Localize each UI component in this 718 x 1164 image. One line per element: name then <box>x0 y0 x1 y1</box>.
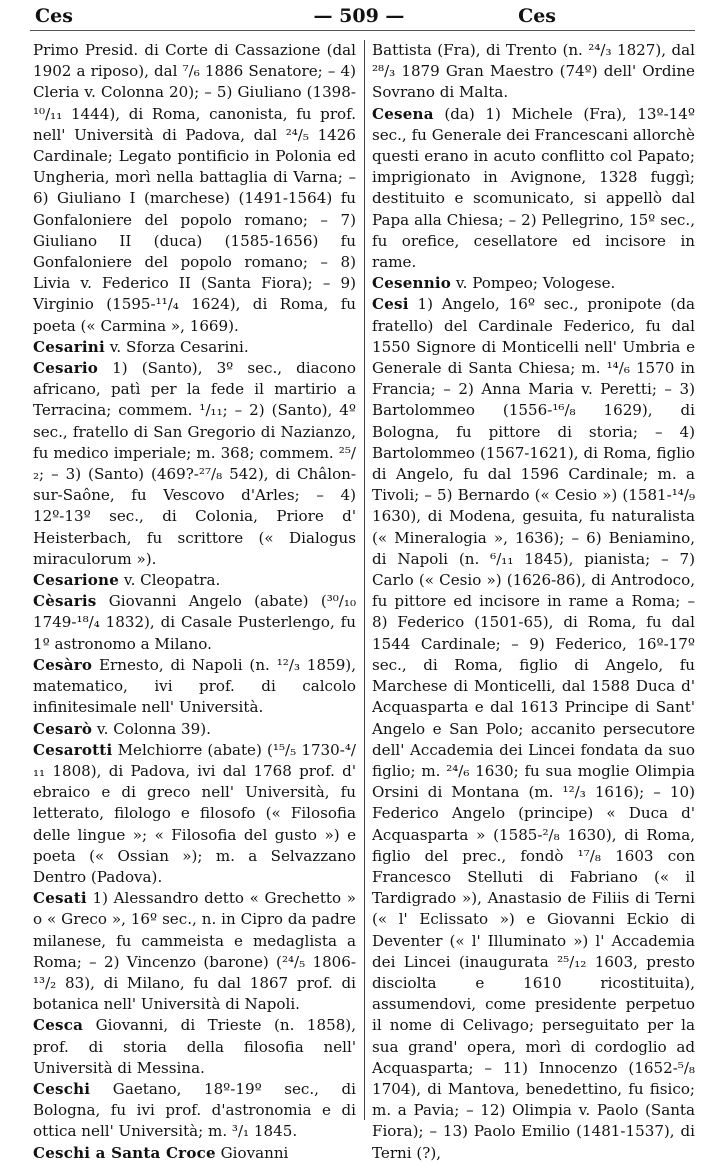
right-column <box>372 40 695 1164</box>
entry: Cesarione v. Cleopatra. <box>33 571 221 590</box>
entry-headword: Cesennio <box>372 274 452 293</box>
header-right-keyword: Ces <box>518 5 556 27</box>
entry-headword: Cesi <box>372 295 409 314</box>
entry: Battista (Fra), di Trento (n. ²⁴/₃ 1827), dal ²⁸/₃ 1879 Gran Maestro (74º) dell' Ordine Sovrano di Malta. <box>372 41 695 102</box>
entry-headword: Cesca <box>33 1016 84 1035</box>
entry: Cesi 1) Angelo, 16º sec., pronipote (da fratello) del Cardinale Federico, fu dal 1550 Signore di Monticelli nell' Umbria e Generale di Santa Chiesa; m. ¹⁴/₆ 1570 in Francia; – 2) Anna Maria v. Peretti; – 3) Bartolommeo (1556-¹⁶/₈ 1629), di Bologna, fu pittore di storia; – 4) Bartolommeo (1567-1621), di Roma, figlio di Angelo, fu dal 1596 Cardinale; m. a Tivoli; – 5) Bernardo (« Cesio ») (1581-¹⁴/₉ 1630), di Modena, gesuita, fu naturalista (« Mineralogia », 1636); – 6) Beniamino, di Napoli (n. ⁶/₁₁ 1845), pianista; – 7) Carlo (« Cesio ») (1626-86), di Antrodoco, fu pittore ed incisore in rame a Roma; – 8) Federico (1501-65), di Roma, fu dal 1544 Cardinale; – 9) Federico, 16º-17º sec., di Roma, figlio di Angelo, fu Marchese di Monticelli, dal 1588 Duca d' Acquasparta e dal 1613 Principe di Sant' Angelo e San Polo; accanito persecutore dell' Accademia dei Lincei fondata da suo figlio; m. ²⁴/₆ 1630; fu sua moglie Olimpia Orsini di Montana (m. ¹²/₃ 1616); – 10) Federico Angelo (principe) « Duca d' Acquasparta » (1585-²/₈ 1630), di Roma, figlio del prec., fondò ¹⁷/₈ 1603 con Francesco Stelluti di Fabriano (« il Tardigrado »), Anastasio de Filiis di Terni (« l' Eclissato ») e Giovanni Eckio di Deventer (« l' Illuminato ») l' Accademia dei Lincei (inaugurata ²⁵/₁₂ 1603, presto disciolta e 1610 ricostituita), assumendovi, come presidente perpetuo il nome di Celivago; perseguitato per la sua grand' opera, morì di cordoglio ad Acquasparta; – 11) Innocenzo (1652-⁵/₈ 1704), di Mantova, benedettino, fu fisico; m. a Pavia; – 12) Olimpia v. Paolo (Santa Fiora); – 13) Paolo Emilio (1481-1537), di Terni (?), <box>372 295 695 1162</box>
entry-headword: Cesario <box>33 359 99 378</box>
entry: Cesena (da) 1) Michele (Fra), 13º-14º sec., fu Generale dei Francescani allorchè questi erano in acuto conflitto col Papato; imprigionato in Avignone, 1328 fuggì; destituito e scomunicato, si appellò dal Papa alla Chiesa; – 2) Pellegrino, 15º sec., fu orefice, cesellatore ed incisore in rame. <box>372 104 695 272</box>
entry-headword: Cesarini <box>33 337 105 356</box>
header-rule <box>30 30 695 31</box>
entry: Cesati 1) Alessandro detto « Grechetto » o « Greco », 16º sec., n. in Cipro da padre milanese, fu cammeista e medaglista a Roma; – 2) Vincenzo (barone) (²⁴/₅ 1806-¹³/₂ 83), di Milano, fu dal 1867 prof. di botanica nell' Università di Napoli. <box>33 889 356 1014</box>
column-divider <box>364 40 365 1120</box>
entry-headword: Cesarò <box>33 719 93 738</box>
left-column <box>33 40 356 1164</box>
entry-headword: Ceschi <box>33 1079 91 1098</box>
entry-headword: Cesarione <box>33 571 120 590</box>
entry: Ceschi a Santa Croce Giovanni <box>33 1143 289 1162</box>
entry: Cesàro Ernesto, di Napoli (n. ¹²/₃ 1859), matematico, ivi prof. di calcolo infinitesimale nell' Università. <box>33 655 356 717</box>
entry-headword: Cesàro <box>33 655 93 674</box>
entry: Cesennio v. Pompeo; Vologese. <box>372 274 616 293</box>
entry-headword: Cesati <box>33 889 87 908</box>
entry: Cesca Giovanni, di Trieste (n. 1858), prof. di storia della filosofia nell' Università di Messina. <box>33 1016 356 1077</box>
entry-headword: Cesena <box>372 104 434 123</box>
header-left-keyword: Ces <box>35 5 73 27</box>
entry-headword: Cesarotti <box>33 740 113 759</box>
entry-headword: Ceschi a Santa Croce <box>33 1143 216 1162</box>
entry: Cesario 1) (Santo), 3º sec., diacono africano, patì per la fede il martirio a Terracina; commem. ¹/₁₁; – 2) (Santo), 4º sec., fratello di San Gregorio di Nazianzo, fu medico imperiale; m. 368; commem. ²⁵/₂; – 3) (Santo) (469?-²⁷/₈ 542), di Châlon-sur-Saône, fu Vescovo d'Arles; – 4) 12º-13º sec., di Colonia, Priore d' Heisterbach, fu scrittore (« Dialogus miraculorum »). <box>33 359 356 568</box>
page-header <box>0 0 718 30</box>
entry: Cesarò v. Colonna 39). <box>33 719 211 738</box>
entry-headword: Cèsaris <box>33 592 97 611</box>
entry: Ceschi Gaetano, 18º-19º sec., di Bologna, fu ivi prof. d'astronomia e di ottica nell' Università; m. ³/₁ 1845. <box>33 1079 356 1141</box>
entry: Cesarini v. Sforza Cesarini. <box>33 337 249 356</box>
entry: Cèsaris Giovanni Angelo (abate) (³⁰/₁₀ 1749-¹⁸/₄ 1832), di Casale Pusterlengo, fu 1º astronomo a Milano. <box>33 592 356 653</box>
page-number: — 509 — <box>313 5 405 27</box>
entry: Primo Presid. di Corte di Cassazione (dal 1902 a riposo), dal ⁷/₆ 1886 Senatore; – 4) Cleria v. Colonna 20); – 5) Giuliano (1398-¹⁰/₁₁ 1444), di Roma, canonista, fu prof. nell' Università di Padova, dal ²⁴/₅ 1426 Cardinale; Legato pontificio in Polonia ed Ungheria, morì nella battaglia di Varna; – 6) Giuliano I (marchese) (1491-1564) fu Gonfaloniere del popolo romano; – 7) Giuliano II (duca) (1585-1656) fu Gonfaloniere del popolo romano; – 8) Livia v. Federico II (Santa Fiora); – 9) Virginio (1595-¹¹/₄ 1624), di Roma, fu poeta (« Carmina », 1669). <box>33 41 356 335</box>
entry: Cesarotti Melchiorre (abate) (¹⁵/₅ 1730-⁴/₁₁ 1808), di Padova, ivi dal 1768 prof. d' ebraico e di greco nell' Università, fu letterato, filologo e filosofo (« Filosofia delle lingue »; « Filosofia del gusto ») e poeta (« Ossian »); m. a Selvazzano Dentro (Padova). <box>33 740 356 886</box>
